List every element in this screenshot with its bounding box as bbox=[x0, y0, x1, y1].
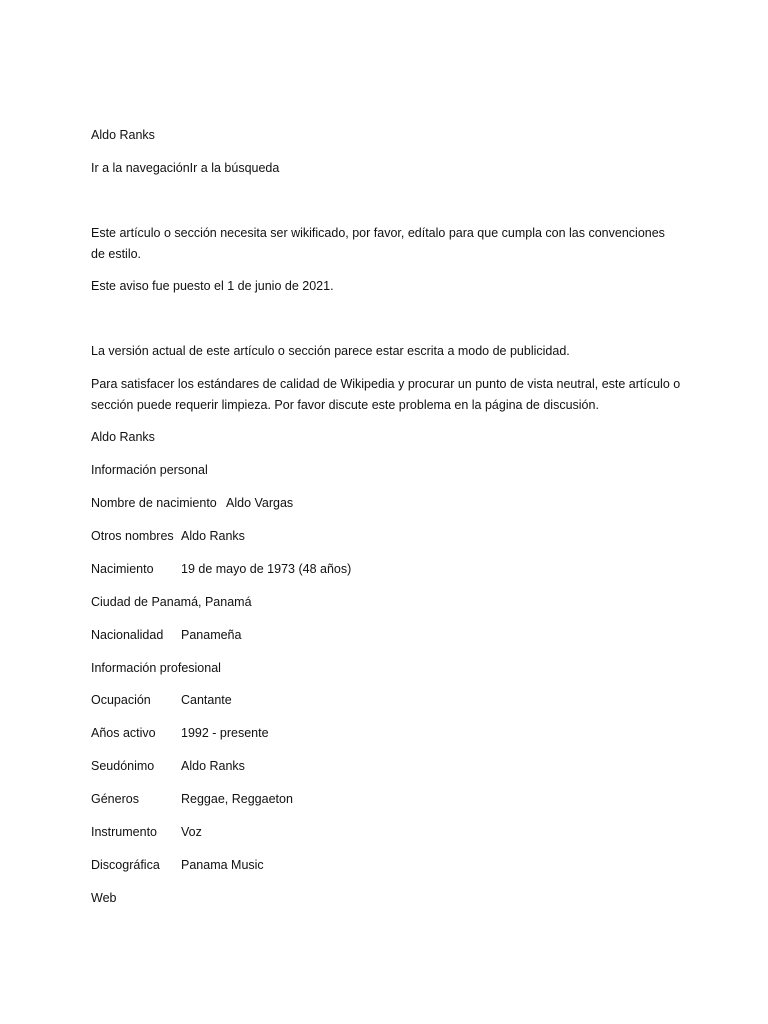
page-title: Aldo Ranks bbox=[91, 128, 155, 142]
advertising-notice-text: La versión actual de este artículo o sección parece estar escrita a modo de publicidad. bbox=[91, 344, 570, 358]
nationality-label: Nacionalidad bbox=[91, 628, 164, 642]
infobox-row-pseudonym bbox=[91, 757, 245, 775]
infobox-name: Aldo Ranks bbox=[91, 430, 155, 444]
infobox-row-other-names bbox=[91, 527, 245, 545]
years-active-value: 1992 - presente bbox=[181, 726, 269, 740]
genres-label: Géneros bbox=[91, 792, 139, 806]
nationality-value: Panameña bbox=[181, 628, 242, 642]
birth-name-label: Nombre de nacimiento bbox=[91, 496, 217, 510]
instrument-label: Instrumento bbox=[91, 825, 158, 839]
personal-info-header: Información personal bbox=[91, 463, 208, 477]
infobox-row-instrument bbox=[91, 823, 202, 841]
professional-info-header: Información profesional bbox=[91, 661, 221, 675]
nav-links[interactable]: Ir a la navegaciónIr a la búsqueda bbox=[91, 161, 280, 175]
advertising-notice-detail: Para satisfacer los estándares de calidad de Wikipedia y procurar un punto de vista neutral, este artículo o sección puede requerir limpieza. Por favor discute este problema en la página de discusión. bbox=[91, 377, 681, 412]
wikify-notice-text: Este artículo o sección necesita ser wikificado, por favor, edítalo para que cumpla con las convenciones de estilo. bbox=[91, 226, 665, 261]
occupation-label: Ocupación bbox=[91, 693, 151, 707]
wikify-notice-date: Este aviso fue puesto el 1 de junio de 2021. bbox=[91, 279, 334, 293]
record-label-value: Panama Music bbox=[181, 858, 264, 872]
other-names-value: Aldo Ranks bbox=[181, 529, 245, 543]
record-label-label: Discográfica bbox=[91, 858, 160, 872]
occupation-value: Cantante bbox=[181, 693, 232, 707]
instrument-value: Voz bbox=[181, 825, 202, 839]
birth-name-value: Aldo Vargas bbox=[226, 496, 294, 510]
infobox-row-nationality bbox=[91, 626, 242, 644]
birth-label: Nacimiento bbox=[91, 562, 154, 576]
other-names-label: Otros nombres bbox=[91, 529, 174, 543]
birth-value: 19 de mayo de 1973 (48 años) bbox=[181, 562, 352, 576]
infobox-row-years-active bbox=[91, 724, 269, 742]
infobox-row-record-label bbox=[91, 856, 264, 874]
pseudonym-value: Aldo Ranks bbox=[181, 759, 245, 773]
infobox-row-birth bbox=[91, 560, 352, 578]
infobox-row-birth-name bbox=[91, 494, 294, 512]
web-label: Web bbox=[91, 891, 117, 905]
infobox-row-genres bbox=[91, 790, 293, 808]
birth-place: Ciudad de Panamá, Panamá bbox=[91, 595, 252, 609]
genres-value: Reggae, Reggaeton bbox=[181, 792, 293, 806]
years-active-label: Años activo bbox=[91, 726, 156, 740]
infobox-row-occupation bbox=[91, 691, 232, 709]
pseudonym-label: Seudónimo bbox=[91, 759, 155, 773]
